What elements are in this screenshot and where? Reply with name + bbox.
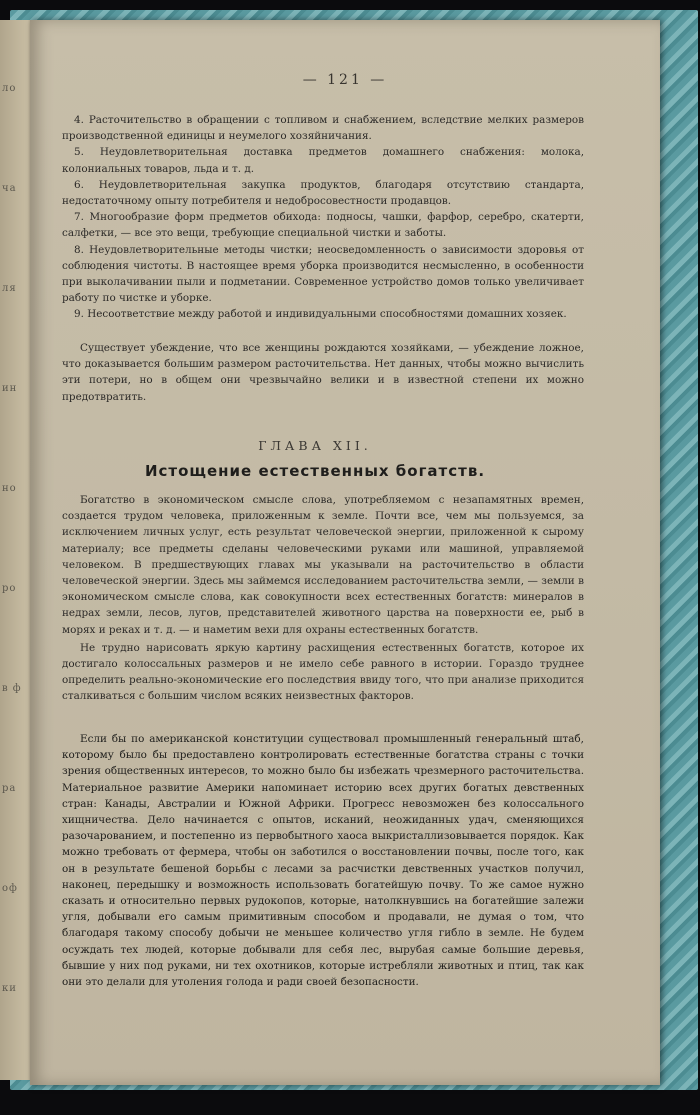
paragraph: Существует убеждение, что все женщины рождаются хозяйками, — убеждение ложное, что доказывается большим размером расточительства. Нет данных, чтобы можно вычислить эти потери, но в общем они чрезвычайно велики и в известной степени их можно предотвратить.	[62, 342, 584, 403]
list-item: 8. Неудовлетворительные методы чистки; неосведомленность о зависимости здоровья от соблюдения чистоты. В настоящее время уборка производится несмысленно, в особенности при выколачивании пыли и подметании. Современное устройство домов только увеличивает работу по чистке и уборке.	[62, 243, 584, 305]
book-page	[30, 20, 660, 1085]
list-item: 5. Неудовлетворительная доставка предметов домашнего снабжения: молока, колониальных товаров, льда и т. д.	[62, 146, 584, 175]
chapter-title: Истощение естественных богатств.	[144, 462, 486, 480]
page-number: — 121 —	[302, 72, 388, 88]
closing-paragraph	[62, 340, 584, 405]
left-page-fragment: ля	[2, 283, 17, 294]
paragraph: Богатство в экономическом смысле слова, употребляемом с незапамятных времен, создается трудом человека, приложенным к земле. Почти все, чем мы пользуемся, за исключением личных услуг, есть результат человеческой энергии, приложенной к сырому материалу; все предметы сделаны человеческими руками или машиной, управляемой человеком. В предшествующих главах мы указывали на расточительство в области человеческой энергии. Здесь мы займемся исследованием расточительства земли, — земли в экономическом смысле слова, как совокупности всех естественных богатств: минералов в недрах земли, лесов, лугов, представителей животного царства на поверхности ее, рыб в морях и реках и т. д. — и наметим вехи для охраны естественных богатств.	[62, 494, 584, 636]
paragraph: Не трудно нарисовать яркую картину расхищения естественных богатств, которое их достигало колоссальных размеров и не имело себе равного в истории. Гораздо труднее определить реально-экономические его последствия ввиду того, что при анализе приходится сталкиваться с большим числом всяких неизвестных факторов.	[62, 641, 584, 703]
paragraph: Если бы по американской конституции существовал промышленный генеральный штаб, которому было бы предоставлено контролировать естественные богатства страны с точки зрения общественных интересов, то можно было бы избежать чрезмерного расточительства. Материальное развитие Америки напоминает историю всех других богатых девственных стран: Канады, Австралии и Южной Африки. Прогресс невозможен без колоссального хищничества. Дело начинается с опытов, исканий, неожиданных удач, сменяющихся разочарованием, и постепенно из первобытного хаоса выкристаллизовывается порядок. Как можно требовать от фермера, чтобы он заботился о восстановлении почвы, после того, как он в результате бешеной борьбы с лесами за расчистки девственных участков получил, наконец, передышку и возможность использовать богатейшую почву. То же самое нужно сказать и относительно первых рудокопов, которые, натолкнувшись на богатейшие залежи угля, добывали его самым примитивным способом и продавали, не думая о том, что благодаря такому способу добычи не меньшее количество угля гибло в земле. Не будем осуждать тех людей, которые добывали для себя лес, вырубая самые большие деревья, бывшие у них под руками, ни тех охотников, которые истребляли животных и птиц, так как они это делали для утоления голода и ради своей безопасности.	[62, 733, 584, 989]
left-page-fragment: ин	[2, 383, 18, 394]
list-item: 9. Несоответствие между работой и индивидуальными способностями домашних хозяек.	[74, 308, 567, 321]
left-page-fragment: ро	[2, 583, 17, 594]
chapter-body-continued	[62, 731, 584, 990]
list-item: 6. Неудовлетворительная закупка продуктов, благодаря отсутствию стандарта, недостаточному опыту потребителя и недобросовестности продавцов.	[62, 178, 584, 208]
chapter-label: ГЛАВА XII.	[258, 438, 372, 453]
left-page-fragment: ра	[2, 783, 17, 794]
left-page-fragment: ча	[2, 183, 17, 194]
chapter-body	[62, 492, 584, 707]
left-page-fragment: ки	[2, 983, 17, 994]
numbered-list	[62, 112, 584, 323]
left-page-fragment: но	[2, 483, 17, 494]
left-page-fragment: оф	[2, 883, 18, 894]
left-page-fragment: ло	[2, 83, 17, 94]
list-item: 4. Расточительство в обращении с топливом и снабжением, вследствие мелких размеров производственной единицы и неумелого хозяйничания.	[62, 114, 584, 143]
list-item: 7. Многообразие форм предметов обихода: подносы, чашки, фарфор, серебро, скатерти, салфетки, — все это вещи, требующие специальной чистки и заботы.	[62, 211, 584, 240]
left-page-fragment: в ф	[2, 683, 22, 694]
